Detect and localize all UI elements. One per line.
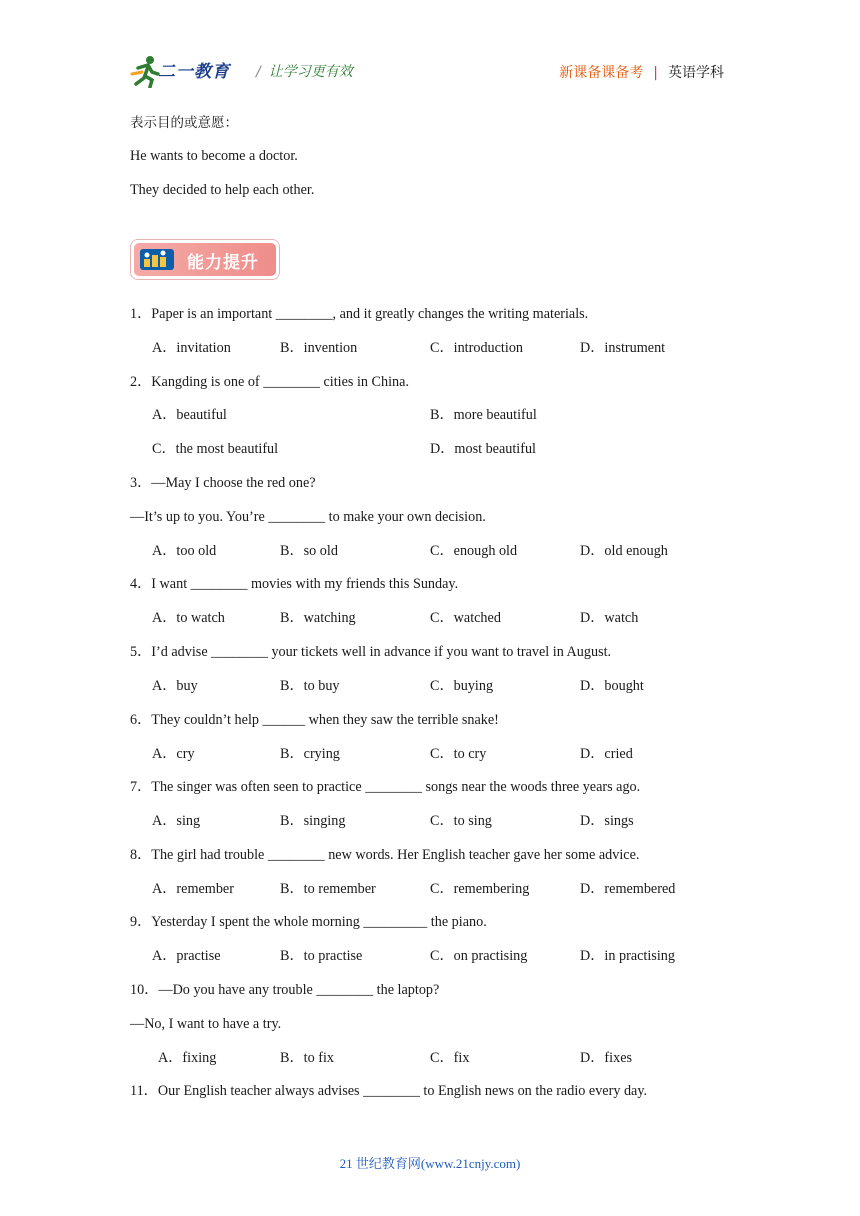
slash-divider: / xyxy=(256,64,261,80)
q1-option-a: A．invitation xyxy=(152,340,231,356)
q4-option-a: A．to watch xyxy=(152,610,225,626)
q10-option-d: D．fixes xyxy=(580,1050,633,1066)
intro-example-2: They decided to help each other. xyxy=(130,182,315,198)
q3-option-b: B．so old xyxy=(280,543,338,559)
section-badge-label: 能力提升 xyxy=(187,253,259,273)
q8-option-d: D．remembered xyxy=(580,881,676,897)
question-9: 9．Yesterday I spent the whole morning _________ the piano. xyxy=(130,914,487,930)
q5-option-b: B．to buy xyxy=(280,678,340,694)
q10-option-c: C．fix xyxy=(430,1050,470,1066)
q5-option-a: A．buy xyxy=(152,678,198,694)
q6-option-c: C．to cry xyxy=(430,746,487,762)
q9-option-c: C．on practising xyxy=(430,948,528,964)
slogan-text: 让学习更有效 xyxy=(268,64,353,80)
q8-option-b: B．to remember xyxy=(280,881,376,897)
intro-example-1: He wants to become a doctor. xyxy=(130,148,298,164)
question-5: 5．I’d advise ________ your tickets well in advance if you want to travel in August. xyxy=(130,644,612,660)
header-separator: | xyxy=(653,65,658,81)
q7-option-d: D．sings xyxy=(580,813,634,829)
q4-option-d: D．watch xyxy=(580,610,639,626)
q7-option-a: A．sing xyxy=(152,813,201,829)
chart-icon xyxy=(140,249,174,270)
question-4: 4．I want ________ movies with my friends this Sunday. xyxy=(130,576,459,592)
q2-option-a: A．beautiful xyxy=(152,407,227,423)
q9-option-b: B．to practise xyxy=(280,948,363,964)
q7-option-b: B．singing xyxy=(280,813,346,829)
question-8: 8．The girl had trouble ________ new words. Her English teacher gave her some advice. xyxy=(130,847,640,863)
q3-option-a: A．too old xyxy=(152,543,217,559)
question-10: 10．—Do you have any trouble ________ the laptop? xyxy=(130,982,440,998)
question-2: 2．Kangding is one of ________ cities in China. xyxy=(130,374,409,390)
q5-option-c: C．buying xyxy=(430,678,494,694)
header-subject-label: 英语学科 xyxy=(668,65,724,81)
logo-text: 二一教育 xyxy=(158,62,230,82)
intro-heading: 表示目的或意愿： xyxy=(130,115,238,131)
question-11: 11．Our English teacher always advises ________ to English news on the radio every day. xyxy=(130,1083,648,1099)
question-10-reply: —No, I want to have a try. xyxy=(130,1016,282,1032)
q3-option-d: D．old enough xyxy=(580,543,668,559)
q1-option-d: D．instrument xyxy=(580,340,666,356)
q8-option-a: A．remember xyxy=(152,881,234,897)
q6-option-d: D．cried xyxy=(580,746,633,762)
q4-option-b: B．watching xyxy=(280,610,356,626)
q4-option-c: C．watched xyxy=(430,610,501,626)
q1-option-c: C．introduction xyxy=(430,340,524,356)
brand-logo xyxy=(130,54,240,90)
q2-option-b: B．more beautiful xyxy=(430,407,537,423)
q10-option-a: A．fixing xyxy=(158,1050,217,1066)
page-footer: 21 世纪教育网(www.21cnjy.com) xyxy=(339,1156,521,1171)
question-1: 1．Paper is an important ________, and it greatly changes the writing materials. xyxy=(130,306,589,322)
q9-option-d: D．in practising xyxy=(580,948,675,964)
q9-option-a: A．practise xyxy=(152,948,221,964)
section-badge xyxy=(131,240,279,279)
runner-icon xyxy=(130,54,160,88)
question-6: 6．They couldn’t help ______ when they saw the terrible snake! xyxy=(130,712,499,728)
question-3: 3．—May I choose the red one? xyxy=(130,475,316,491)
q5-option-d: D．bought xyxy=(580,678,644,694)
section-badge-bg xyxy=(134,243,276,276)
q7-option-c: C．to sing xyxy=(430,813,492,829)
q2-option-d: D．most beautiful xyxy=(430,441,536,457)
q3-option-c: C．enough old xyxy=(430,543,518,559)
header-slogan xyxy=(256,61,353,81)
header-course-label: 新课备课备考 xyxy=(559,65,644,81)
q10-option-b: B．to fix xyxy=(280,1050,334,1066)
q2-option-c: C．the most beautiful xyxy=(152,441,279,457)
q1-option-b: B．invention xyxy=(280,340,358,356)
q6-option-b: B．crying xyxy=(280,746,340,762)
question-7: 7．The singer was often seen to practice ________ songs near the woods three years ago. xyxy=(130,779,641,795)
q6-option-a: A．cry xyxy=(152,746,195,762)
q8-option-c: C．remembering xyxy=(430,881,530,897)
question-3-reply: —It’s up to you. You’re ________ to make your own decision. xyxy=(130,509,486,525)
header-subject xyxy=(559,62,724,82)
